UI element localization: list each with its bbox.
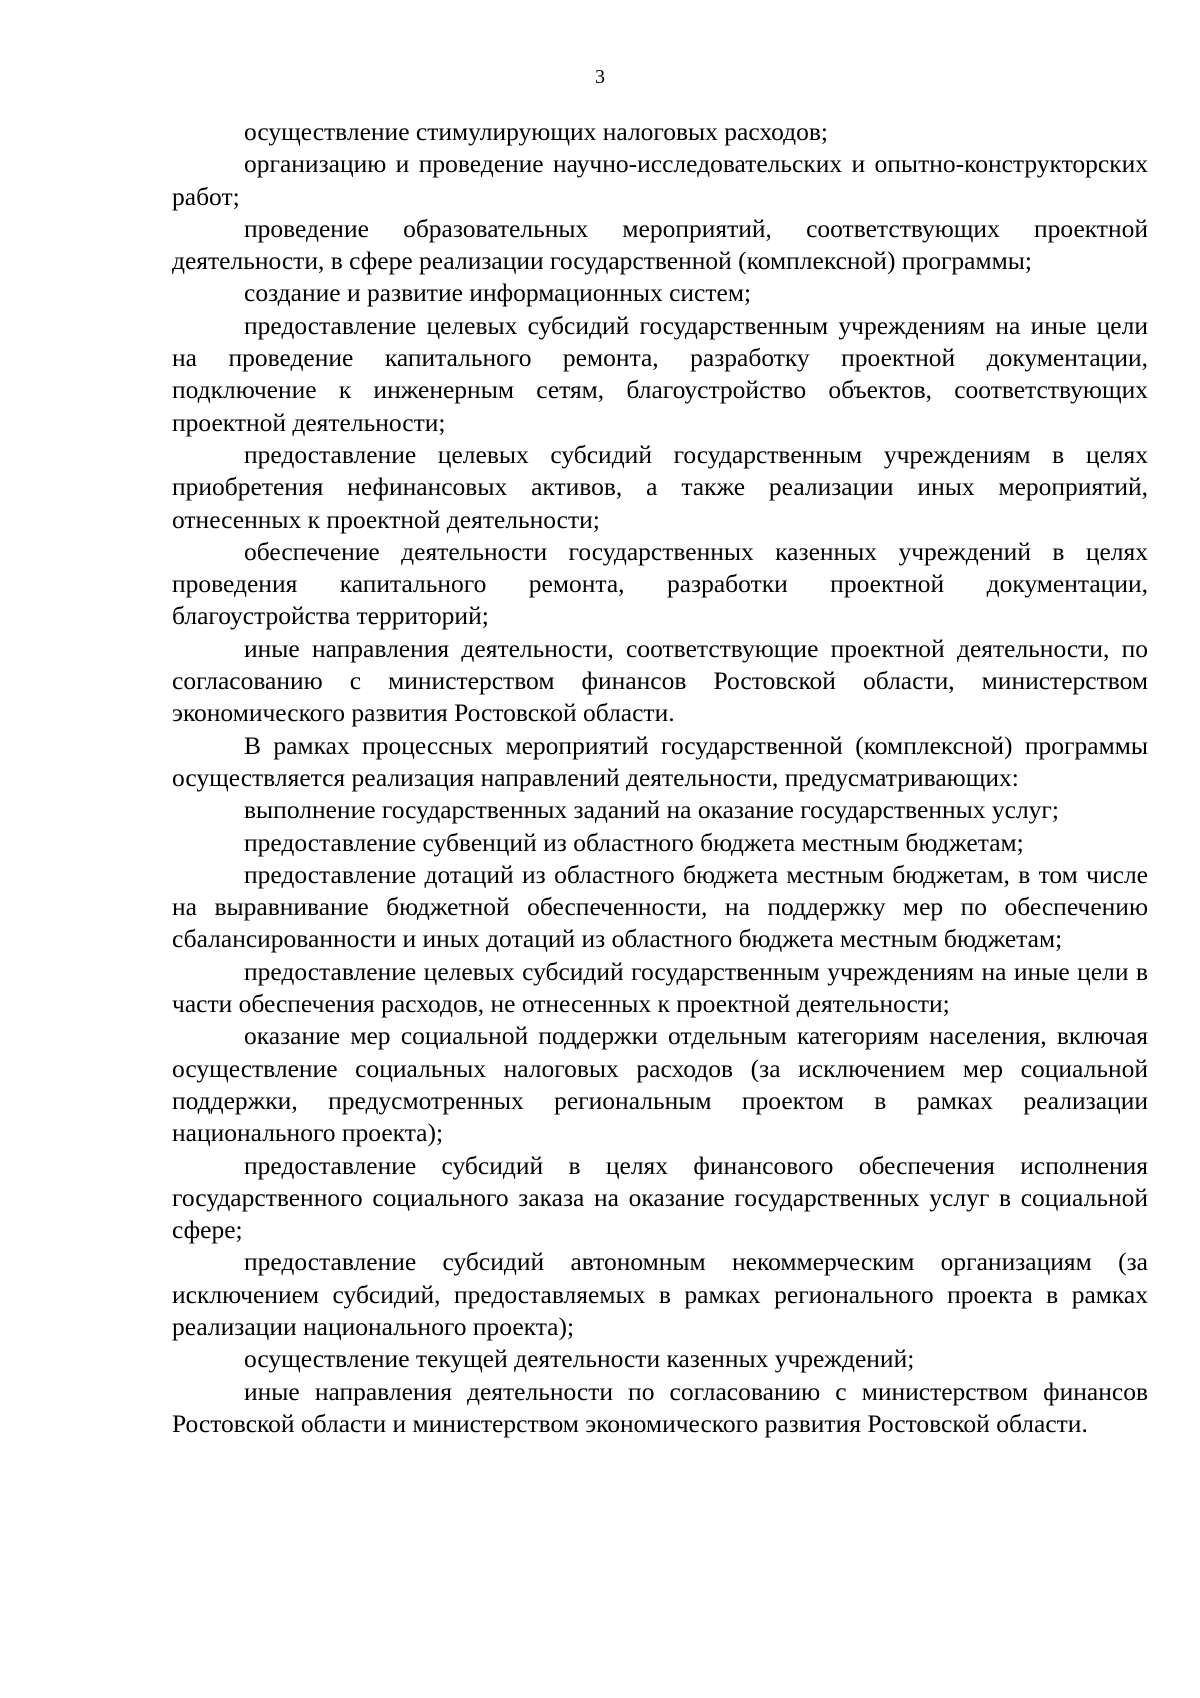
- paragraph: предоставление субсидий в целях финансового обеспечения исполнения государственного социального заказа на оказание государственных услуг в социальной сфере;: [172, 1150, 1148, 1245]
- paragraph: проведение образовательных мероприятий, соответствующих проектной деятельности, в сфере реализации государственной (комплексной) программы;: [172, 213, 1148, 276]
- paragraph: иные направления деятельности по согласованию с министерством финансов Ростовской области и министерством экономического развития Ростовской области.: [172, 1376, 1148, 1438]
- paragraph: обеспечение деятельности государственных казенных учреждений в целях проведения капитального ремонта, разработки проектной документации, благоустройства территорий;: [172, 536, 1148, 631]
- paragraph: иные направления деятельности, соответствующие проектной деятельности, по согласованию с министерством финансов Ростовской области, министерством экономического развития Ростовской области.: [172, 633, 1148, 728]
- paragraph: предоставление целевых субсидий государственным учреждениям на иные цели в части обеспечения расходов, не отнесенных к проектной деятельности;: [172, 956, 1148, 1019]
- page-number: 3: [595, 66, 605, 88]
- paragraph: предоставление дотаций из областного бюджета местным бюджетам, в том числе на выравнивание бюджетной обеспеченности, на поддержку мер по обеспечению сбалансированности и иных дотаций из областного бюджета местным бюджетам;: [172, 859, 1148, 954]
- paragraph: выполнение государственных заданий на оказание государственных услуг;: [244, 795, 1059, 825]
- paragraph: осуществление стимулирующих налоговых расходов;: [244, 117, 828, 146]
- paragraph: организацию и проведение научно-исследовательских и опытно-конструкторских работ;: [172, 149, 1148, 211]
- paragraph: оказание мер социальной поддержки отдельным категориям населения, включая осуществление социальных налоговых расходов (за исключением мер социальной поддержки, предусмотренных региональным проектом в рамках реализации национального проекта);: [172, 1021, 1148, 1148]
- document-body: [172, 116, 1148, 1440]
- paragraph: В рамках процессных мероприятий государственной (комплексной) программы осуществляется реализация направлений деятельности, предусматривающих:: [172, 730, 1148, 792]
- paragraph: создание и развитие информационных систем;: [244, 278, 752, 308]
- paragraph: предоставление субвенций из областного бюджета местным бюджетам;: [244, 827, 1024, 857]
- paragraph: осуществление текущей деятельности казенных учреждений;: [244, 1344, 915, 1374]
- paragraph: предоставление целевых субсидий государственным учреждениям на иные цели на проведение капитального ремонта, разработку проектной документации, подключение к инженерным сетям, благоустройство объектов, соответствующих проектной деятельности;: [172, 310, 1148, 437]
- paragraph: предоставление целевых субсидий государственным учреждениям в целях приобретения нефинансовых активов, а также реализации иных мероприятий, отнесенных к проектной деятельности;: [172, 439, 1148, 534]
- paragraph: предоставление субсидий автономным некоммерческим организациям (за исключением субсидий, предоставляемых в рамках регионального проекта в рамках реализации национального проекта);: [172, 1247, 1148, 1341]
